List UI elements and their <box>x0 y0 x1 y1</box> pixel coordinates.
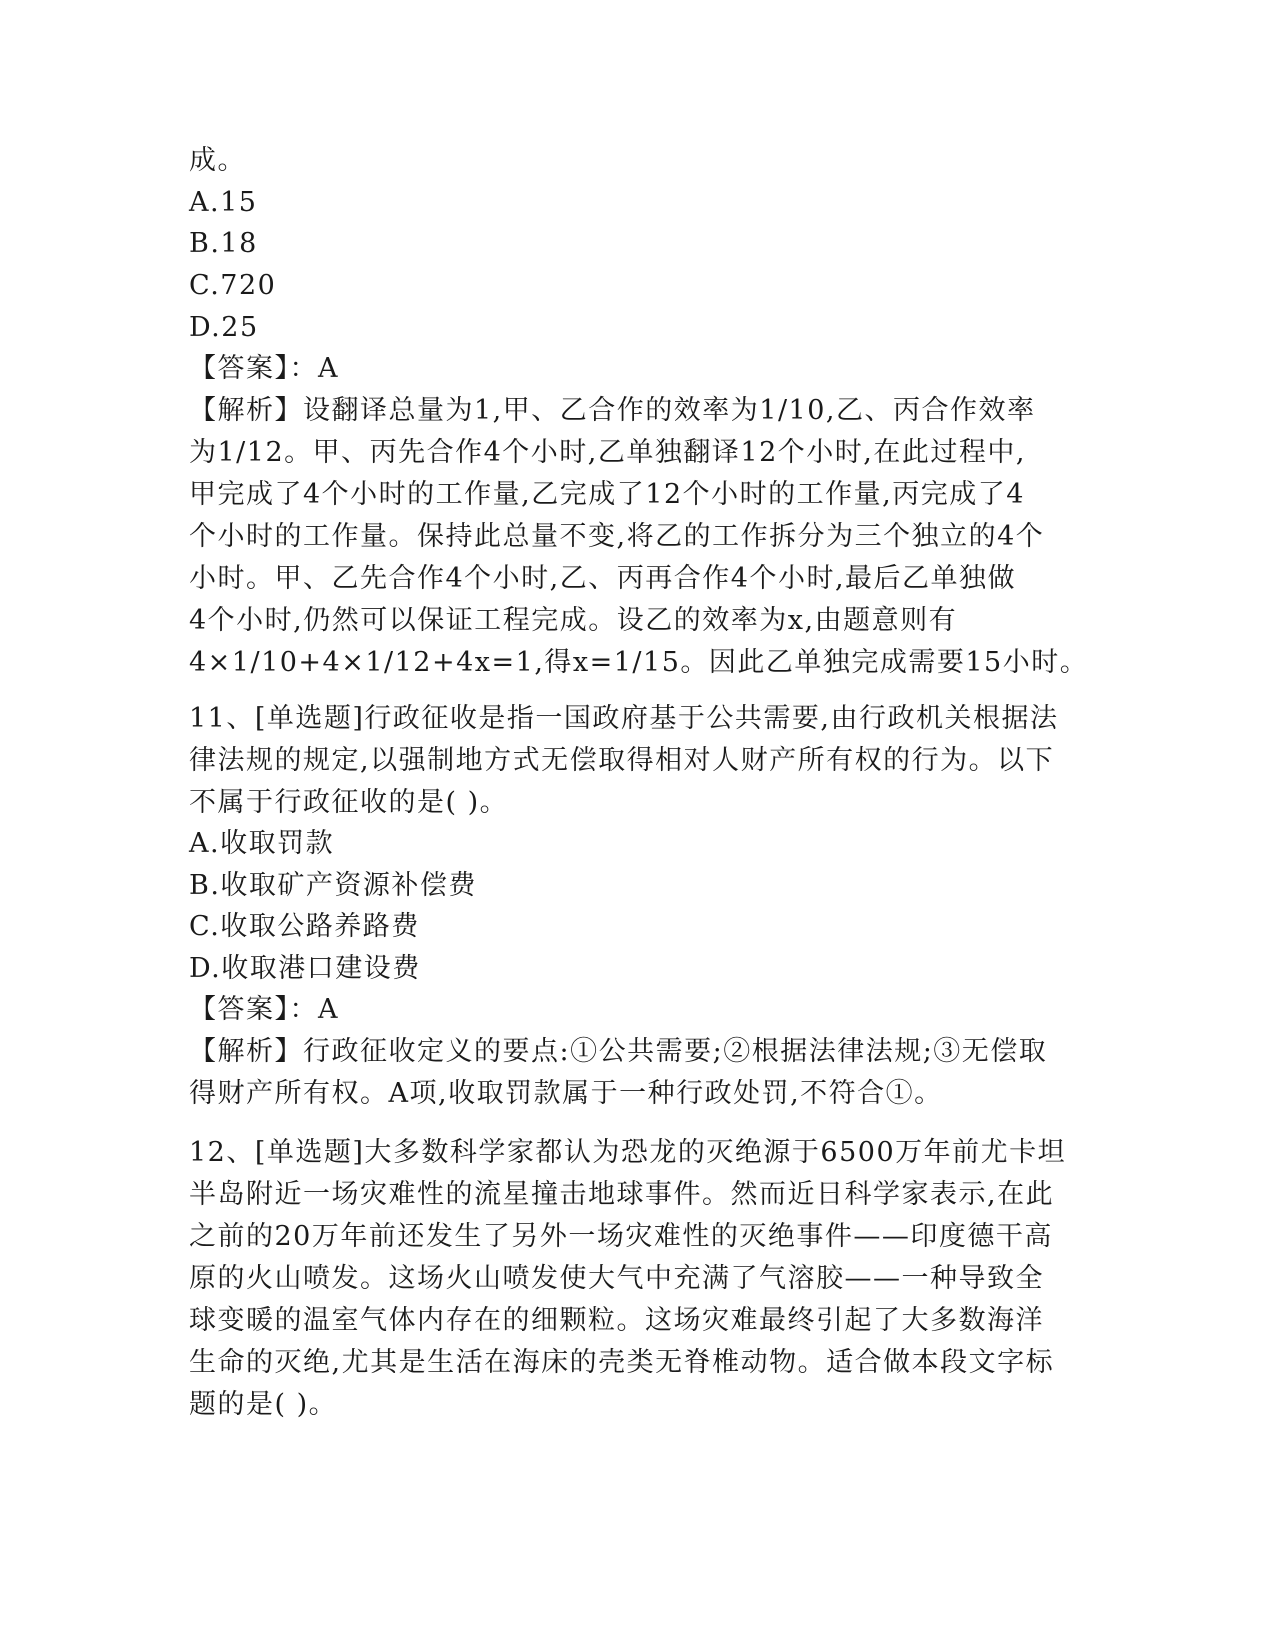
q10-option-d: D.25 <box>189 312 259 343</box>
q12-stem-line: 生命的灭绝,尤其是生活在海床的壳类无脊椎动物。适合做本段文字标 <box>189 1347 1055 1378</box>
q11-analysis-line: 【解析】行政征收定义的要点:①公共需要;②根据法律法规;③无偿取 <box>189 1036 1048 1067</box>
q10-analysis-line: 【解析】设翻译总量为1,甲、乙合作的效率为1/10,乙、丙合作效率 <box>189 395 1036 426</box>
q10-analysis-line: 个小时的工作量。保持此总量不变,将乙的工作拆分为三个独立的4个 <box>189 521 1045 552</box>
q10-analysis-line: 4×1/10+4×1/12+4x=1,得x=1/15。因此乙单独完成需要15小时。 <box>189 647 1089 678</box>
q12-stem-line: 12、[单选题]大多数科学家都认为恐龙的灭绝源于6500万年前尤卡坦 <box>189 1137 1067 1168</box>
q10-analysis-line: 小时。甲、乙先合作4个小时,乙、丙再合作4个小时,最后乙单独做 <box>189 563 1017 594</box>
q11-analysis-line: 得财产所有权。A项,收取罚款属于一种行政处罚,不符合①。 <box>189 1078 943 1109</box>
q10-option-a: A.15 <box>189 187 258 218</box>
q11-stem-line: 11、[单选题]行政征收是指一国政府基于公共需要,由行政机关根据法 <box>189 703 1059 734</box>
q12-stem-line: 球变暖的温室气体内存在的细颗粒。这场灾难最终引起了大多数海洋 <box>189 1305 1044 1336</box>
q12-stem-line: 原的火山喷发。这场火山喷发使大气中充满了气溶胶——一种导致全 <box>189 1263 1044 1294</box>
q10-option-c: C.720 <box>189 270 277 301</box>
q11-option-d: D.收取港口建设费 <box>189 953 421 984</box>
q10-answer: 【答案】：A <box>189 353 339 384</box>
q10-option-b: B.18 <box>189 228 258 259</box>
q11-stem-line: 不属于行政征收的是( )。 <box>189 787 509 818</box>
q11-answer: 【答案】：A <box>189 994 339 1025</box>
q12-stem-line: 半岛附近一场灾难性的流星撞击地球事件。然而近日科学家表示,在此 <box>189 1179 1055 1210</box>
q10-analysis-line: 4个小时,仍然可以保证工程完成。设乙的效率为x,由题意则有 <box>189 605 958 636</box>
q11-option-c: C.收取公路养路费 <box>189 911 420 942</box>
q12-stem-line: 题的是( )。 <box>189 1389 338 1420</box>
q11-stem-line: 律法规的规定,以强制地方式无偿取得相对人财产所有权的行为。以下 <box>189 745 1055 776</box>
q10-analysis-line: 为1/12。甲、丙先合作4个小时,乙单独翻译12个小时,在此过程中, <box>189 437 1026 468</box>
q10-analysis-line: 甲完成了4个小时的工作量,乙完成了12个小时的工作量,丙完成了4 <box>189 479 1025 510</box>
q11-option-a: A.收取罚款 <box>189 828 335 859</box>
q10-stem-tail: 成。 <box>189 145 246 176</box>
q12-stem-line: 之前的20万年前还发生了另外一场灾难性的灭绝事件——印度德干高 <box>189 1221 1053 1252</box>
q11-option-b: B.收取矿产资源补偿费 <box>189 870 477 901</box>
